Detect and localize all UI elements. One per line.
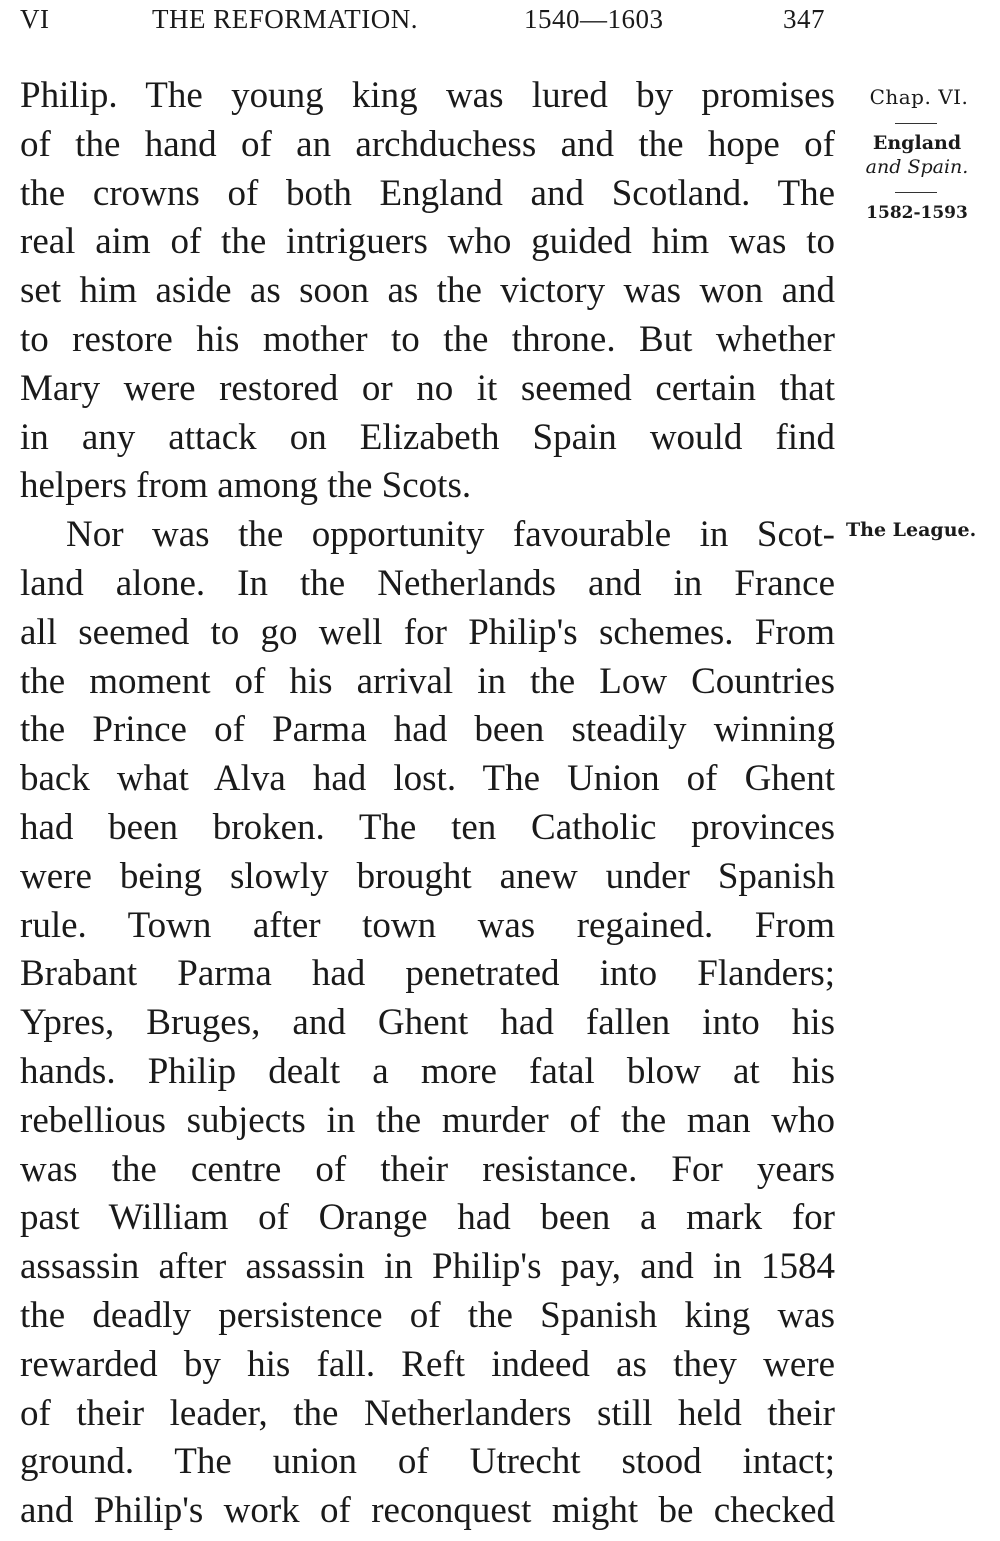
text-line: back what Alva had lost. The Union of Ghent [20, 758, 835, 800]
text-line: rule. Town after town was regained. From [20, 904, 835, 946]
text-line: assassin after assassin in Philip's pay, and in 1584 [20, 1246, 835, 1288]
text-line: the deadly persistence of the Spanish king was [20, 1294, 835, 1336]
margin-years: 1582-1593 [866, 203, 968, 223]
text-line: real aim of the intriguers who guided him was to [20, 221, 835, 263]
body-text [20, 72, 835, 1536]
text-line: Philip. The young king was lured by promises [20, 75, 835, 116]
running-header [0, 0, 1000, 40]
text-line: all seemed to go well for Philip's schemes. From [20, 611, 835, 653]
text-line: helpers from among the Scots. [20, 465, 472, 507]
text-line: hands. Philip dealt a more fatal blow at his [20, 1050, 835, 1092]
text-line: rebellious subjects in the murder of the man who [20, 1099, 835, 1141]
text-line: of the hand of an archduchess and the hope of [20, 123, 835, 165]
margin-note-league: The League. [846, 519, 977, 541]
text-line: Brabant Parma had penetrated into Flanders; [20, 953, 835, 995]
text-line: were being slowly brought anew under Spanish [20, 855, 835, 897]
text-line: had been broken. The ten Catholic provinces [20, 806, 835, 848]
text-line: ground. The union of Utrecht stood intact; [20, 1441, 835, 1483]
text-line: land alone. In the Netherlands and in France [20, 562, 835, 604]
text-line: set him aside as soon as the victory was won and [20, 270, 835, 312]
text-line: to restore his mother to the throne. But whether [20, 318, 835, 360]
text-line: and Philip's work of reconquest might be checked [20, 1490, 835, 1532]
margin-topic-line2: and Spain. [865, 156, 969, 178]
text-line: was the centre of their resistance. For years [20, 1148, 835, 1190]
text-line: in any attack on Elizabeth Spain would find [20, 416, 835, 458]
text-line: Ypres, Bruges, and Ghent had fallen into his [20, 1002, 835, 1044]
header-years: 1540—1603 [524, 4, 664, 34]
margin-divider [895, 123, 937, 124]
text-line: past William of Orange had been a mark for [20, 1197, 835, 1239]
text-line: Nor was the opportunity favourable in Scot- [66, 514, 835, 556]
margin-topic-line1: England [872, 132, 962, 154]
text-line: the crowns of both England and Scotland. The [20, 172, 835, 214]
text-line: the Prince of Parma had been steadily winning [20, 709, 835, 751]
margin-divider [895, 192, 937, 193]
header-chapter-number: VI [20, 4, 50, 34]
margin-chapter-label: Chap. VI. [869, 85, 969, 109]
page-number: 347 [783, 4, 825, 34]
text-line: rewarded by his fall. Reft indeed as they were [20, 1343, 835, 1385]
text-line: the moment of his arrival in the Low Countries [20, 660, 835, 702]
text-line: of their leader, the Netherlanders still held their [20, 1392, 835, 1434]
text-line: Mary were restored or no it seemed certain that [20, 367, 835, 409]
header-title: THE REFORMATION. [152, 4, 419, 34]
